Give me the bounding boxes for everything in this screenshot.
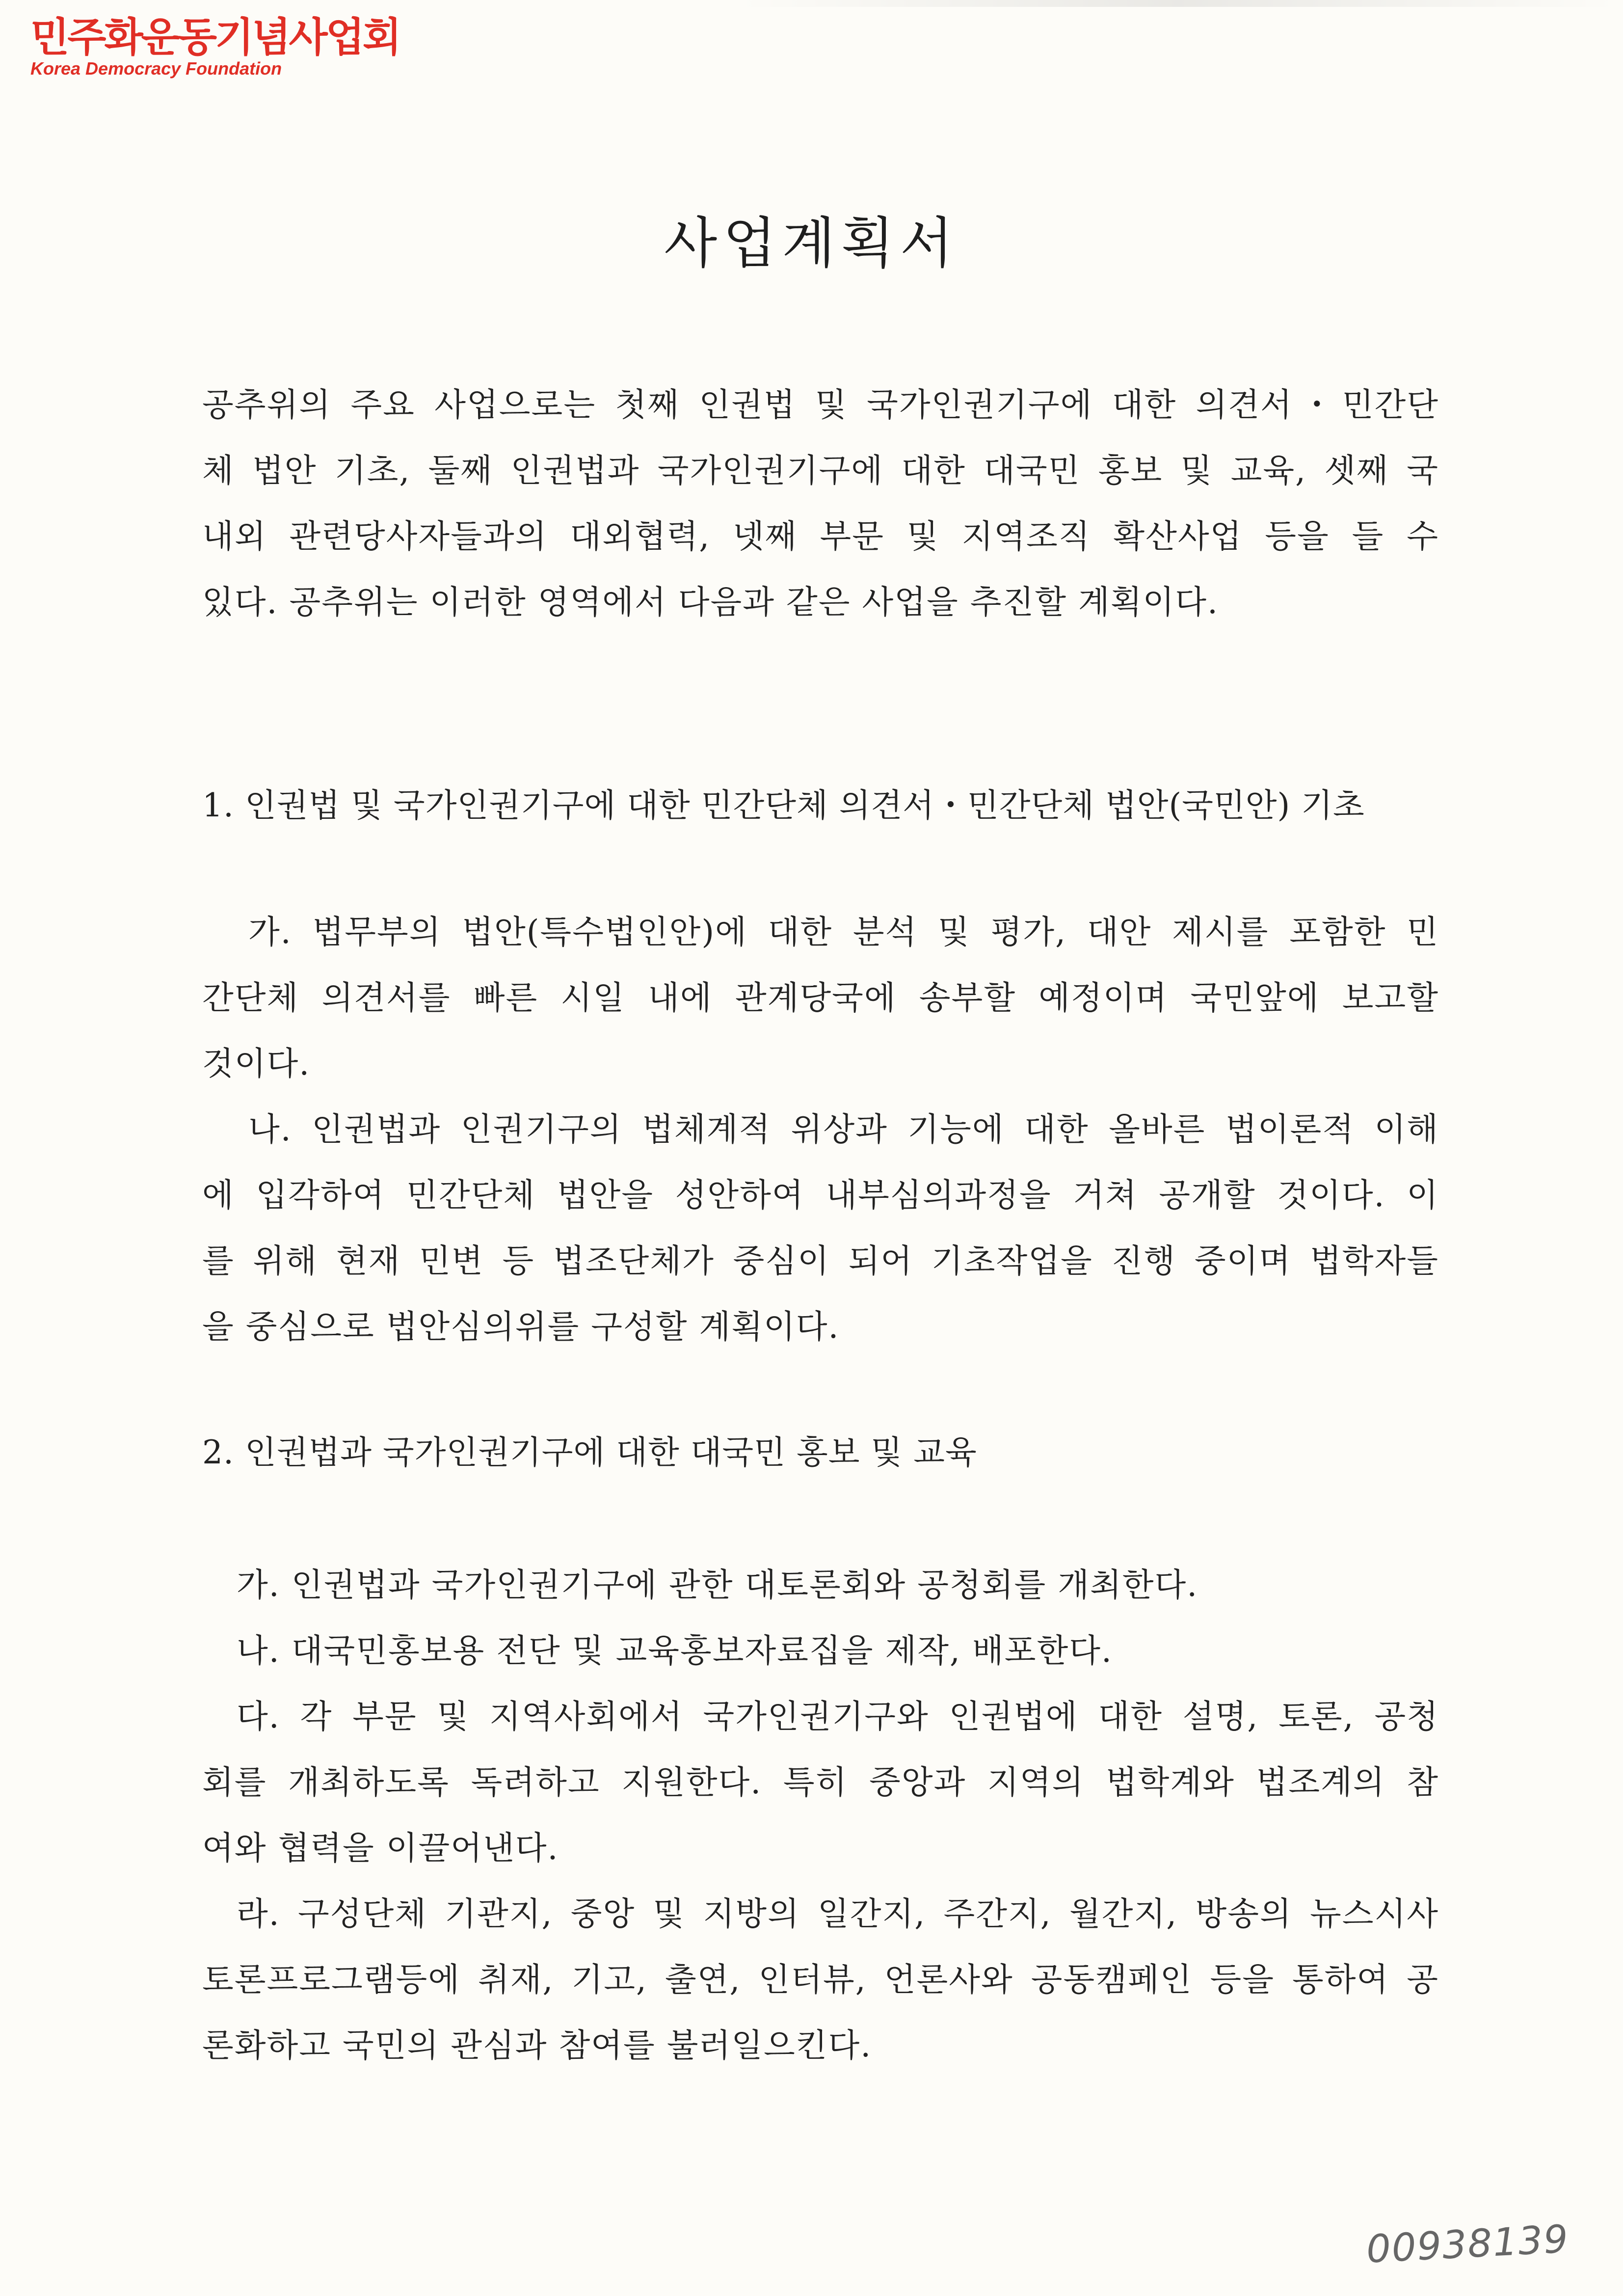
- serial-number: 00938139: [1365, 2217, 1570, 2272]
- section2-items: [202, 1566, 1439, 2095]
- intro-line: 내외 관련당사자들과의 대외협력, 넷째 부문 및 지역조직 확산사업 등을 들 수: [202, 517, 1439, 555]
- item-line: 나. 대국민홍보용 전단 및 교육홍보자료집을 제작, 배포한다.: [237, 1632, 1113, 1670]
- item-line: 회를 개최하도록 독려하고 지원한다. 특히 중앙과 지역의 법학계와 법조계의 참: [202, 1763, 1439, 1801]
- item-line: 론화하고 국민의 관심과 참여를 불러일으킨다.: [202, 2026, 872, 2064]
- item-line: 간단체 의견서를 빠른 시일 내에 관계당국에 송부할 예정이며 국민앞에 보고할: [202, 979, 1439, 1017]
- logo-english-text: Korea Democracy Foundation: [30, 58, 282, 79]
- section1: [202, 786, 1439, 855]
- intro-line: 있다. 공추위는 이러한 영역에서 다음과 같은 사업을 추진할 계획이다.: [202, 583, 1219, 621]
- item-line: 것이다.: [202, 1045, 311, 1082]
- logo-korean-text: 민주화운동기념사업회: [30, 14, 400, 61]
- intro-paragraph: [202, 386, 1439, 652]
- item-line: 가. 인권법과 국가인권기구에 관한 대토론회와 공청회를 개최한다.: [237, 1566, 1198, 1604]
- item-line: 을 중심으로 법안심의위를 구성할 계획이다.: [202, 1308, 840, 1346]
- foundation-logo: [30, 14, 400, 79]
- scan-edge-shadow: [736, 0, 1620, 7]
- item-line: 토론프로그램등에 취재, 기고, 출연, 인터뷰, 언론사와 공동캠페인 등을 통하여 공: [202, 1961, 1439, 1999]
- intro-line: 체 법안 기초, 둘째 인권법과 국가인권기구에 대한 대국민 홍보 및 교육, 셋째 국: [202, 452, 1439, 489]
- item-line: 라. 구성단체 기관지, 중앙 및 지방의 일간지, 주간지, 월간지, 방송의 뉴스시사: [237, 1895, 1439, 1933]
- section2: [202, 1433, 1439, 1502]
- section1-item-ga: [202, 913, 1439, 1113]
- item-line: 가. 법무부의 법안(특수법인안)에 대한 분석 및 평가, 대안 제시를 포함한 민: [248, 913, 1439, 951]
- item-line: 를 위해 현재 민변 등 법조단체가 중심이 되어 기초작업을 진행 중이며 법학자들: [202, 1242, 1439, 1280]
- section1-item-na: [202, 1110, 1439, 1377]
- item-line: 나. 인권법과 인권기구의 법체계적 위상과 기능에 대한 올바른 법이론적 이해: [248, 1110, 1439, 1148]
- item-line: 다. 각 부문 및 지역사회에서 국가인권기구와 인권법에 대한 설명, 토론, 공청: [237, 1698, 1439, 1735]
- document-title: 사업계획서: [664, 212, 959, 275]
- section1-heading: 1. 인권법 및 국가인권기구에 대한 민간단체 의견서・민간단체 법안(국민안) 기초: [202, 786, 1365, 824]
- intro-line: 공추위의 주요 사업으로는 첫째 인권법 및 국가인권기구에 대한 의견서・민간단: [202, 386, 1439, 424]
- section2-heading: 2. 인권법과 국가인권기구에 대한 대국민 홍보 및 교육: [202, 1433, 977, 1471]
- item-line: 에 입각하여 민간단체 법안을 성안하여 내부심의과정을 거쳐 공개할 것이다. 이: [202, 1176, 1439, 1214]
- item-line: 여와 협력을 이끌어낸다.: [202, 1829, 559, 1867]
